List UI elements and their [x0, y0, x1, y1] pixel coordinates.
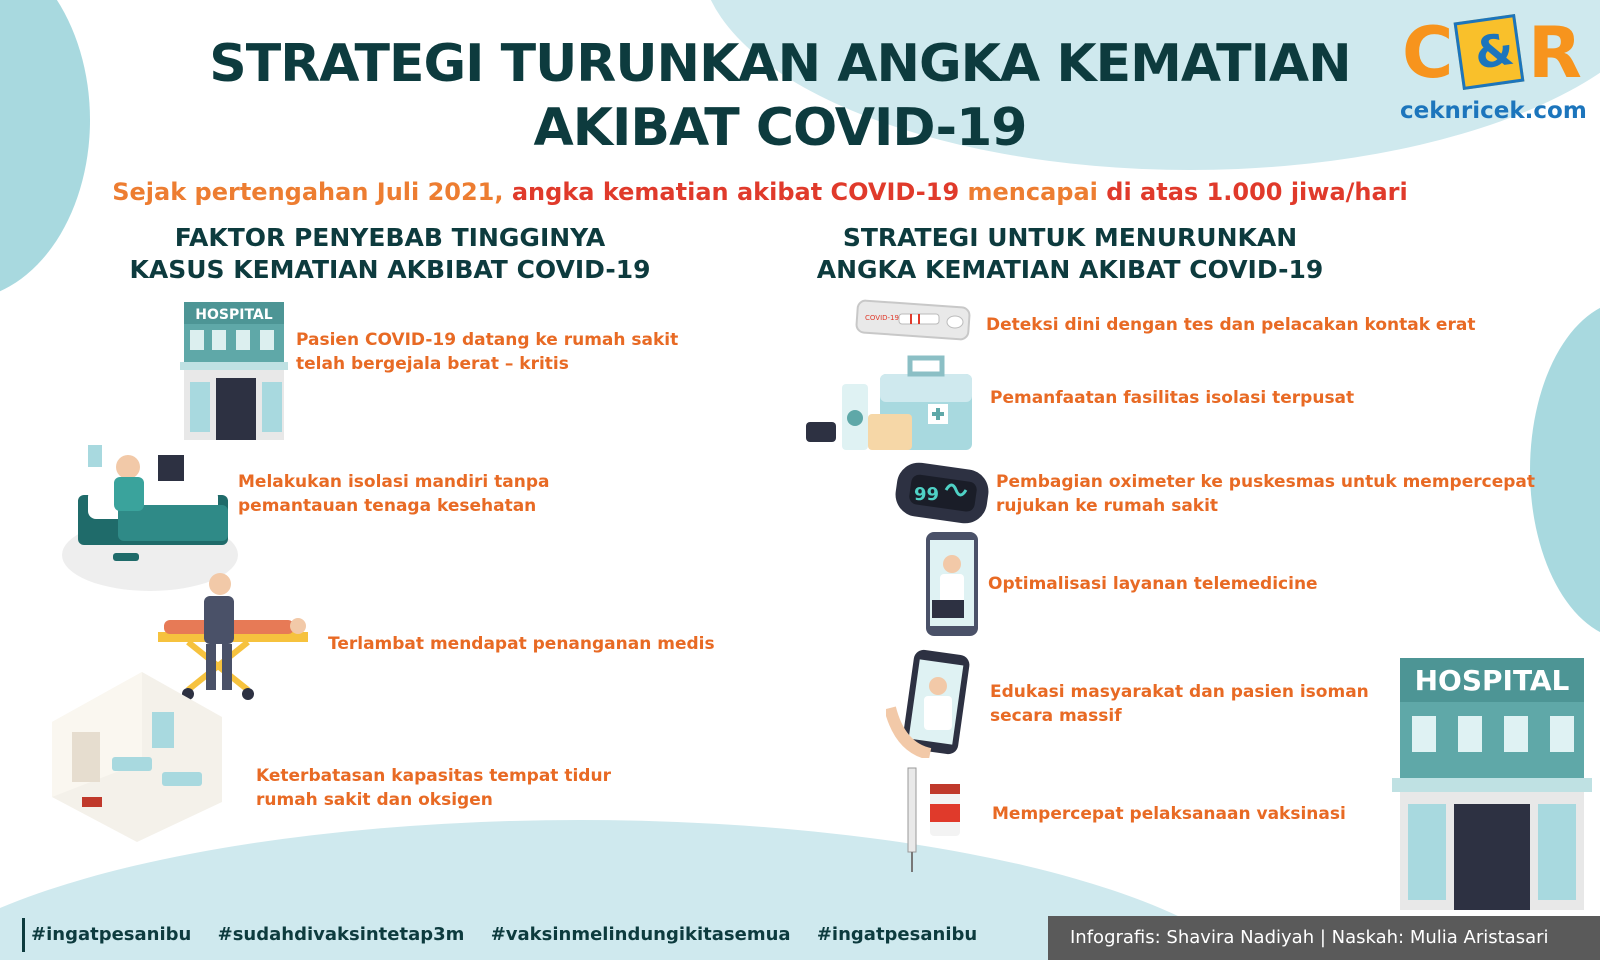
- logo-ampersand-box: [1454, 14, 1525, 90]
- hospital-sign-small: HOSPITAL: [195, 307, 273, 323]
- left-item-2: [238, 470, 550, 518]
- title-line-1: STRATEGI TURUNKAN ANGKA KEMATIAN: [209, 34, 1351, 94]
- hospital-building-icon: [180, 300, 290, 440]
- ceknricek-logo: [1400, 10, 1592, 130]
- page-title: [160, 32, 1400, 160]
- right-item-3-line-2: rujukan ke rumah sakit: [996, 496, 1219, 516]
- hospital-ward-icon: [42, 672, 232, 842]
- right-item-4-line-1: Optimalisasi layanan telemedicine: [988, 574, 1318, 594]
- medical-kit-icon: [806, 354, 976, 454]
- left-item-1: [296, 328, 678, 376]
- right-item-3-line-1: Pembagian oximeter ke puskesmas untuk mempercepat: [996, 472, 1535, 492]
- hashtag-4: #ingatpesanibu: [816, 924, 978, 945]
- subtitle: [60, 178, 1460, 206]
- title-line-2: AKIBAT COVID-19: [533, 98, 1027, 158]
- subtitle-part-2: angka kematian akibat COVID-19: [511, 178, 960, 206]
- right-item-1: [986, 313, 1475, 337]
- logo-site-name: ceknricek.com: [1400, 98, 1587, 124]
- right-item-5-line-1: Edukasi masyarakat dan pasien isoman: [990, 682, 1369, 702]
- vaccine-syringe-icon: [900, 764, 980, 874]
- subtitle-part-4: di atas 1.000 jiwa/hari: [1106, 178, 1408, 206]
- right-column-heading: [790, 222, 1350, 286]
- left-column-heading: [110, 222, 670, 286]
- left-item-4: [256, 764, 611, 812]
- hashtag-1: #ingatpesanibu: [31, 924, 192, 945]
- right-item-2: [990, 386, 1354, 410]
- doctor-phone-icon: [886, 648, 976, 758]
- background-blob-right: [1530, 300, 1600, 640]
- subtitle-part-1: Sejak pertengahan Juli 2021,: [112, 178, 504, 206]
- hospital-big-icon: [1392, 654, 1592, 910]
- telemedicine-phone-icon: [924, 530, 980, 638]
- background-blob-left: [0, 0, 90, 300]
- left-heading-line-2: KASUS KEMATIAN AKBIBAT COVID-19: [129, 255, 651, 284]
- right-item-6: [992, 802, 1346, 826]
- right-item-4: [988, 572, 1318, 596]
- left-item-2-line-1: Melakukan isolasi mandiri tanpa: [238, 472, 550, 492]
- right-item-5: [990, 680, 1369, 728]
- logo-ampersand: &: [1471, 23, 1517, 80]
- right-item-6-line-1: Mempercepat pelaksanaan vaksinasi: [992, 804, 1346, 824]
- left-item-2-line-2: pemantauan tenaga kesehatan: [238, 496, 537, 516]
- subtitle-part-3: mencapai: [967, 178, 1098, 206]
- test-kit-label: COVID-19: [865, 314, 899, 322]
- hashtags-bar: [22, 918, 997, 952]
- right-heading-line-2: ANGKA KEMATIAN AKIBAT COVID-19: [816, 255, 1324, 284]
- left-heading-line-1: FAKTOR PENYEBAB TINGGINYA: [174, 223, 606, 252]
- logo-letter-r: R: [1528, 12, 1582, 94]
- right-heading-line-1: STRATEGI UNTUK MENURUNKAN: [842, 223, 1298, 252]
- right-item-5-line-2: secara massif: [990, 706, 1122, 726]
- oximeter-icon: [892, 460, 992, 526]
- right-item-3: [996, 470, 1535, 518]
- left-item-1-line-1: Pasien COVID-19 datang ke rumah sakit: [296, 330, 679, 350]
- covid-test-kit-icon: [855, 298, 973, 344]
- credit-bar: Infografis: Shavira Nadiyah | Naskah: Mulia Aristasari: [1048, 916, 1600, 960]
- hashtag-3: #vaksinmelindungikitasemua: [490, 924, 791, 945]
- left-item-1-line-2: telah bergejala berat – kritis: [296, 354, 569, 374]
- left-item-4-line-1: Keterbatasan kapasitas tempat tidur: [256, 766, 611, 786]
- hospital-sign-big: HOSPITAL: [1414, 664, 1570, 697]
- left-item-3: [328, 632, 715, 656]
- logo-letter-c: C: [1402, 12, 1454, 94]
- hashtag-2: #sudahdivaksintetap3m: [217, 924, 465, 945]
- right-item-1-line-1: Deteksi dini dengan tes dan pelacakan kontak erat: [986, 315, 1476, 335]
- left-item-4-line-2: rumah sakit dan oksigen: [256, 790, 493, 810]
- oximeter-reading: 99: [914, 484, 940, 505]
- right-item-2-line-1: Pemanfaatan fasilitas isolasi terpusat: [990, 388, 1355, 408]
- left-item-3-line-1: Terlambat mendapat penanganan medis: [328, 634, 715, 654]
